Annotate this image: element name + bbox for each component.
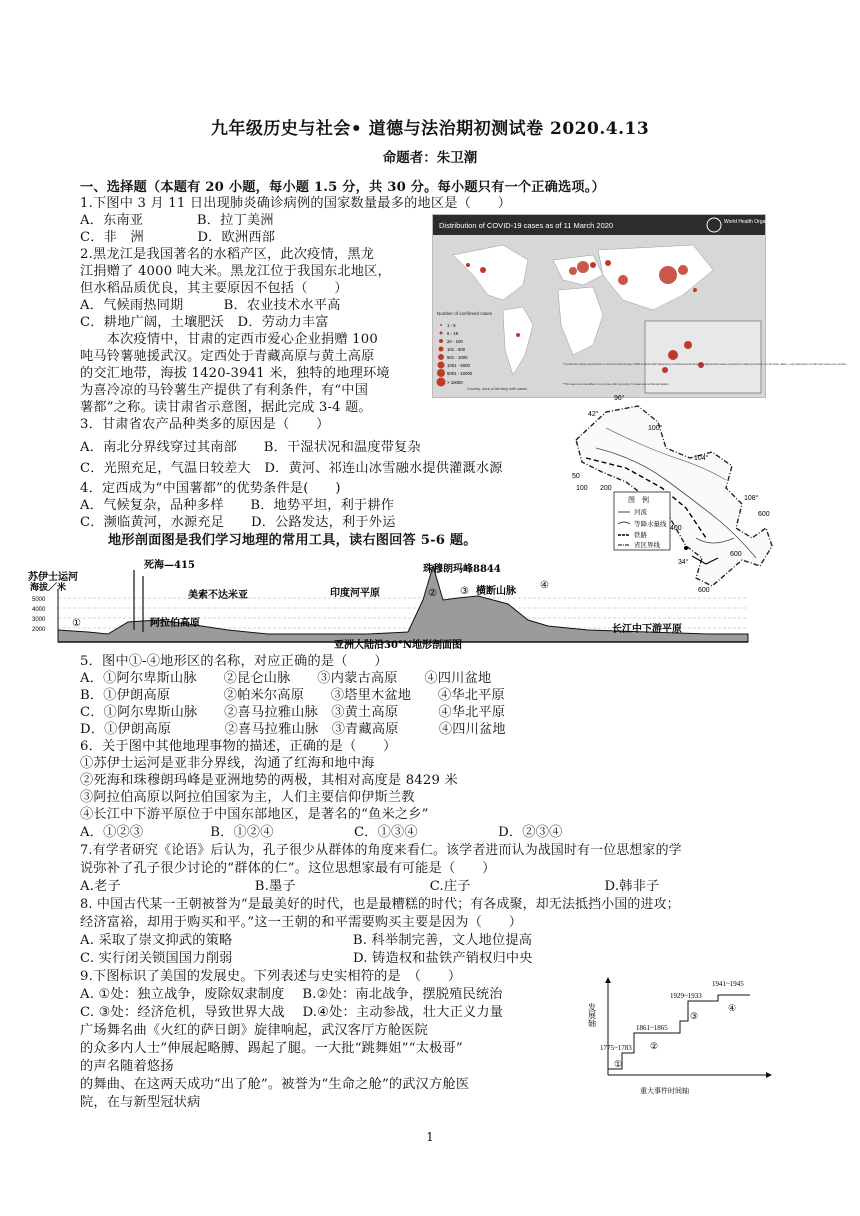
question-line: C．光照充足，气温日较差大 D．黄河、祁连山冰雪融水提供灌溉水源 — [80, 461, 503, 476]
legend-item: 河流 — [634, 508, 647, 516]
us-history-figure — [588, 975, 772, 1097]
question-line: 本次疫情中，甘肃的定西市爱心企业捐赠 100 — [80, 332, 378, 347]
map-note: Country, area or territory with cases — [467, 387, 527, 391]
question-line: C．非 洲 D．欧洲西部 — [80, 230, 276, 245]
question-line: A．东南亚 B．拉丁美洲 — [80, 213, 274, 228]
profile-ylabel: 海拔／米 — [30, 583, 67, 593]
map-title: Distribution of COVID-19 cases as of 11 March 2020 — [439, 221, 614, 230]
question-line: 9.下图标识了美国的发展史。下列表述与史实相符的是 （ ） — [80, 969, 462, 984]
marker-1: ① — [614, 1060, 623, 1070]
question-line: 吨马铃薯驰援武汉。定西处于青藏高原与黄土高原 — [80, 349, 375, 364]
legend-title: Number of confirmed cases — [437, 311, 493, 316]
legend-item: 6 - 19 — [447, 331, 458, 336]
question-line: A．①阿尔卑斯山脉 ②昆仑山脉 ③内蒙古高原 ④四川盆地 — [80, 671, 492, 686]
question-line: ④长江中下游平原位于中国东部地区，是著名的“鱼米之乡” — [80, 807, 429, 822]
label-everest: 珠穆朗玛峰8844 — [423, 564, 501, 575]
question-line: B．①伊朗高原 ②帕米尔高原 ③塔里木盆地 ④华北平原 — [80, 688, 505, 703]
question-line: 经济富裕，却用于购买和平。”这一王朝的和平需要购买主要是因为（ ） — [80, 915, 523, 930]
question-line: C. ③处：经济危机，导致世界大战 D.④处：主动参战，壮大正义力量 — [80, 1005, 504, 1020]
covid-map-figure — [432, 214, 848, 398]
question-line: ③阿拉伯高原以阿拉伯国家为主，人们主要信仰伊斯兰教 — [80, 790, 415, 805]
question-line: 的声名随着悠扬 — [80, 1059, 174, 1074]
question-line: C. 实行闭关锁国国力削弱 D. 铸造权和盐铁产销权归中央 — [80, 951, 533, 966]
marker-4: ④ — [728, 1004, 737, 1014]
legend-title: 图 例 — [628, 496, 649, 504]
map-label: 100 — [576, 485, 588, 492]
marker-3: ③ — [460, 586, 469, 597]
period-label: 1929~1933 — [670, 992, 702, 1000]
question-line: 的众多内人士”伸展起略膊、踢起了腿。一大批“跳舞姐”“太极哥” — [80, 1041, 463, 1056]
terrain-profile-figure — [28, 560, 762, 650]
legend-item: 等降水量线 — [634, 520, 667, 528]
map-footnote-1: *Confirmed cases reported from 13 and 14 February 2020 include both laboratory-confirmed and clinically diagnosed cases reported in Hubei province; for all other dates, only laboratory-confirmed cases are shown. — [563, 362, 848, 366]
map-label: 104° — [694, 455, 709, 462]
asia-30n-profile — [28, 560, 762, 650]
legend-item: 省区界线 — [634, 541, 660, 549]
legend-item: 1 - 5 — [447, 323, 456, 328]
map-label: 42° — [588, 411, 599, 418]
author-line: 命题者：朱卫潮 — [382, 150, 478, 166]
map-label: 96° — [614, 395, 625, 402]
map-label: 600 — [758, 511, 770, 518]
legend-items — [437, 323, 473, 387]
question-line: A．气候雨热同期 B．农业技术水平高 — [80, 298, 341, 313]
map-label: 50 — [572, 473, 580, 480]
axis-label-y: 发展轴 — [587, 1003, 597, 1027]
period-label: 1861~1865 — [636, 1024, 668, 1032]
question-line: D．①伊朗高原 ②喜马拉雅山脉 ③青藏高原 ④四川盆地 — [80, 722, 506, 737]
marker-4: ④ — [540, 580, 549, 591]
legend-item: 20 - 100 — [447, 339, 463, 344]
map-label: 108° — [744, 495, 759, 502]
question-line: 院，在与新型冠状病 — [80, 1095, 201, 1110]
question-line: 地形剖面图是我们学习地理的常用工具，读右图回答 5-6 题。 — [108, 533, 477, 548]
question-line: 广场舞名曲《火红的萨日朗》旋律响起，武汉客厅方舱医院 — [80, 1023, 429, 1038]
question-line: 的舞曲、在这两天成功“出了舱”。被誉为“生命之舱”的武汉方舱医 — [80, 1077, 470, 1092]
legend-item: 1001 - 5000 — [447, 363, 470, 368]
map-label: 600 — [698, 587, 710, 594]
profile-ytick: 2000 — [32, 627, 46, 633]
marker-2: ② — [650, 1042, 659, 1052]
label-dead-sea: 死海—415 — [144, 560, 195, 571]
question-line: 4．定西成为“中国薯都”的优势条件是( ) — [80, 481, 341, 496]
question-line: 但水稻品质优良，其主要原因不包括（ ） — [80, 281, 348, 296]
map-label: 200 — [600, 485, 612, 492]
legend-item: 501 - 1000 — [447, 355, 468, 360]
label-arabia: 阿拉伯高原 — [150, 618, 200, 629]
page-number: 1 — [426, 1130, 434, 1144]
profile-ytick: 4000 — [32, 607, 46, 613]
question-line: 为喜冷凉的马铃薯生产提供了有利条件，有“中国 — [80, 383, 369, 398]
question-line: ②死海和珠穆朗玛峰是亚洲地势的两极，其相对高度是 8429 米 — [80, 773, 458, 788]
question-line: A．南北分界线穿过其南部 B．干湿状况和温度带复杂 — [80, 440, 421, 455]
question-line: C．①阿尔卑斯山脉 ②喜马拉雅山脉 ③黄土高原 ④华北平原 — [80, 705, 506, 720]
question-line: 3．甘肃省农产品种类多的原因是（ ） — [80, 417, 330, 432]
question-line: A．气候复杂，品种多样 B．地势平坦，利于耕作 — [80, 498, 395, 513]
question-line: A．①②③ B．①②④ C．①③④ D．②③④ — [80, 825, 563, 840]
legend-item: 101 - 500 — [447, 347, 466, 352]
question-line: A. ①处：独立战争，废除奴隶制度 B.②处：南北战争，摆脱殖民统治 — [80, 987, 503, 1002]
legend-item: 5001 - 10000 — [447, 371, 473, 376]
axis-label-x: 重大事件时间轴 — [640, 1087, 689, 1095]
who-logo-text: World Health Organization — [724, 219, 783, 225]
label-hengduan: 横断山脉 — [476, 586, 516, 597]
page-title: 九年级历史与社会• 道德与法治期初测试卷 2020.4.13 — [210, 119, 650, 139]
map-label: 400 — [670, 525, 682, 532]
question-line: 的交汇地带，海拔 1420-3941 米，独特的地理环境 — [80, 366, 390, 381]
question-line: 说弥补了孔子很少讨论的“群体的仁”。这位思想家最有可能是（ ） — [80, 861, 496, 876]
profile-ytick: 5000 — [32, 597, 46, 603]
map-label: 100° — [648, 425, 663, 432]
question-line: 5．图中①-④地形区的名称，对应正确的是（ ） — [80, 654, 388, 669]
question-line: 6．关于图中其他地理事物的描述，正确的是（ ） — [80, 739, 397, 754]
label-yangtze: 长江中下游平原 — [612, 624, 682, 635]
profile-ytick: 3000 — [32, 617, 46, 623]
label-suez: 苏伊士运河 — [28, 572, 78, 583]
map-label: 34° — [678, 559, 689, 566]
question-line: 8. 中国古代某一王朝被誉为“是最美好的时代，也是最糟糕的时代；有各成聚，却无法抵挡小国的进攻； — [80, 897, 680, 912]
question-line: 1.下图中 3 月 11 日出现肺炎确诊病例的国家数量最多的地区是（ ） — [80, 196, 512, 211]
label-mesopotamia: 美索不达米亚 — [188, 590, 248, 601]
profile-caption: 亚洲大陆沿30°N地形剖面图 — [334, 640, 463, 651]
label-indus: 印度河平原 — [330, 588, 380, 599]
question-line: A.老子 B.墨子 C.庄子 D.韩非子 — [80, 879, 660, 894]
question-line: 2.黑龙江是我国著名的水稻产区，此次疫情，黑龙 — [80, 247, 375, 262]
question-line: A. 采取了崇文抑武的策略 B. 科举制完善，文人地位提高 — [80, 933, 533, 948]
period-label: 1941~1945 — [712, 980, 744, 988]
question-line: C．耕地广阔，土壤肥沃 D．劳动力丰富 — [80, 315, 329, 330]
question-line: 薯都”之称。读甘肃省示意图，据此完成 3-4 题。 — [80, 400, 372, 415]
marker-2: ② — [428, 588, 437, 599]
map-label: 600 — [730, 551, 742, 558]
section-heading: 一、选择题（本题有 20 小题，每小题 1.5 分，共 30 分。每小题只有一个正确选项。） — [80, 180, 605, 195]
us-development-chart — [588, 975, 772, 1097]
marker-3: ③ — [690, 1012, 699, 1022]
period-label: 1775~1783 — [600, 1044, 632, 1052]
map-footnote-2: **84 cases are identified on a cruise ship currently in Japanese territorial waters. — [563, 382, 670, 386]
legend-item: > 10000 — [447, 380, 463, 385]
covid-world-map — [433, 215, 848, 397]
question-line: 江捐赠了 4000 吨大米。黑龙江位于我国东北地区， — [80, 264, 391, 279]
marker-1: ① — [72, 618, 81, 629]
question-line: ①苏伊士运河是亚非分界线，沟通了红海和地中海 — [80, 756, 375, 771]
question-line: C．濒临黄河，水源充足 D．公路发达，利于外运 — [80, 515, 396, 530]
legend-item: 铁路 — [634, 531, 647, 539]
question-line: 7.有学者研究《论语》后认为，孔子很少从群体的角度来看仁。该学者进而认为战国时有一位思想家的学 — [80, 843, 682, 858]
